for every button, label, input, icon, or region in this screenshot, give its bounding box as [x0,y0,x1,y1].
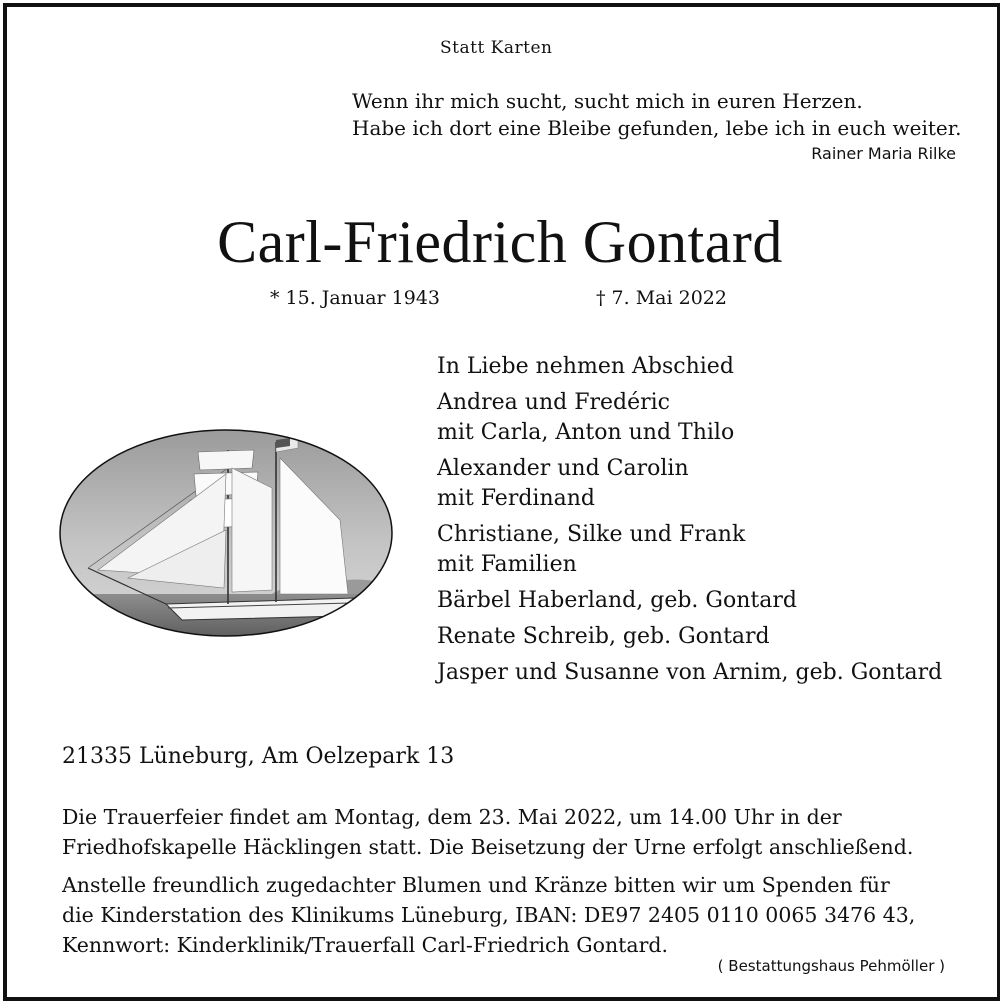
mourner-line: Andrea und Fredéric [437,390,670,415]
mourners-list [437,352,942,694]
funeral-line-2: Friedhofskapelle Häcklingen statt. Die Beisetzung der Urne erfolgt anschließend. [62,835,914,859]
statt-karten-label: Statt Karten [440,38,553,58]
deceased-name: Carl-Friedrich Gontard [217,209,783,275]
mourner-line: Bärbel Haberland, geb. Gontard [437,588,797,613]
donation-info [62,870,915,960]
death-date: † 7. Mai 2022 [596,287,727,309]
birth-date: * 15. Januar 1943 [270,287,441,309]
poem-line-2: Habe ich dort eine Bleibe gefunden, lebe ich in euch weiter. [352,116,962,140]
mourner-line: Alexander und Carolin [437,456,689,481]
funeral-home-credit: ( Bestattungshaus Pehmöller ) [717,957,945,975]
mourner-line: Christiane, Silke und Frank [437,522,746,547]
donation-line-1: Anstelle freundlich zugedachter Blumen und Kränze bitten wir um Spenden für [62,873,890,897]
funeral-line-1: Die Trauerfeier findet am Montag, dem 23. Mai 2022, um 14.00 Uhr in der [62,805,842,829]
donation-line-3: Kennwort: Kinderklinik/Trauerfall Carl-Friedrich Gontard. [62,933,669,957]
donation-line-2: die Kinderstation des Klinikums Lüneburg, IBAN: DE97 2405 0110 0065 3476 43, [62,903,916,927]
funeral-info [62,802,913,862]
sailing-ship-photo [58,428,394,638]
mourner-line: Jasper und Susanne von Arnim, geb. Gontard [437,660,943,685]
mourner-entry [437,388,942,448]
mourner-entry [437,520,942,580]
mourner-line: Renate Schreib, geb. Gontard [437,624,770,649]
address: 21335 Lüneburg, Am Oelzepark 13 [62,744,455,769]
mourner-entry [437,454,942,514]
mourner-entry [437,658,942,688]
mourner-line: mit Ferdinand [437,486,595,511]
poem-line-1: Wenn ihr mich sucht, sucht mich in euren Herzen. [352,89,863,113]
poem-author: Rainer Maria Rilke [811,144,956,163]
mourner-entry [437,586,942,616]
mourners-intro: In Liebe nehmen Abschied [437,354,734,379]
mourner-line: mit Familien [437,552,577,577]
mourner-entry [437,622,942,652]
mourner-line: mit Carla, Anton und Thilo [437,420,735,445]
